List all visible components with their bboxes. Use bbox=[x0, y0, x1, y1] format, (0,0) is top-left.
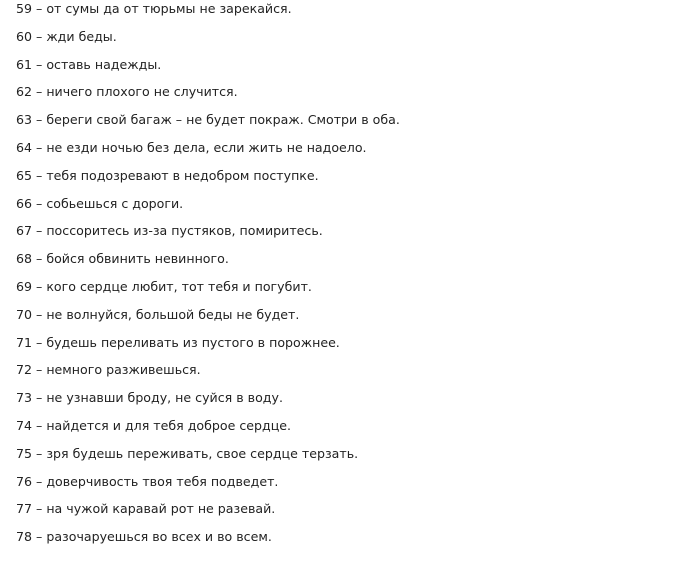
list-item: 61 – оставь надежды. bbox=[16, 56, 162, 72]
list-item: 71 – будешь переливать из пустого в порожнее. bbox=[16, 334, 340, 350]
list-item: 69 – кого сердце любит, тот тебя и погубит. bbox=[16, 278, 312, 294]
list-item: 63 – береги свой багаж – не будет покраж. Смотри в оба. bbox=[16, 112, 400, 128]
list-item: 59 – от сумы да от тюрьмы не зарекайся. bbox=[16, 1, 292, 16]
list-item: 64 – не езди ночью без дела, если жить не надоело. bbox=[16, 139, 367, 155]
list-item: 62 – ничего плохого не случится. bbox=[16, 84, 238, 100]
list-item: 75 – зря будешь переживать, свое сердце терзать. bbox=[16, 445, 359, 461]
numbered-text-list bbox=[16, 0, 676, 556]
list-item: 70 – не волнуйся, большой беды не будет. bbox=[16, 306, 300, 322]
list-item: 67 – поссоритесь из-за пустяков, помиритесь. bbox=[16, 223, 323, 239]
list-item: 77 – на чужой каравай рот не разевай. bbox=[16, 501, 276, 517]
list-item: 73 – не узнавши броду, не суйся в воду. bbox=[16, 390, 283, 406]
list-item: 65 – тебя подозревают в недобром поступке. bbox=[16, 167, 319, 183]
list-item: 72 – немного разживешься. bbox=[16, 362, 201, 378]
list-item: 60 – жди беды. bbox=[16, 28, 117, 44]
list-item: 76 – доверчивость твоя тебя подведет. bbox=[16, 473, 279, 489]
list-item: 74 – найдется и для тебя доброе сердце. bbox=[16, 417, 292, 433]
list-item: 66 – собьешься с дороги. bbox=[16, 195, 184, 211]
list-item: 78 – разочаруешься во всех и во всем. bbox=[16, 529, 272, 545]
list-item: 68 – бойся обвинить невинного. bbox=[16, 251, 229, 267]
